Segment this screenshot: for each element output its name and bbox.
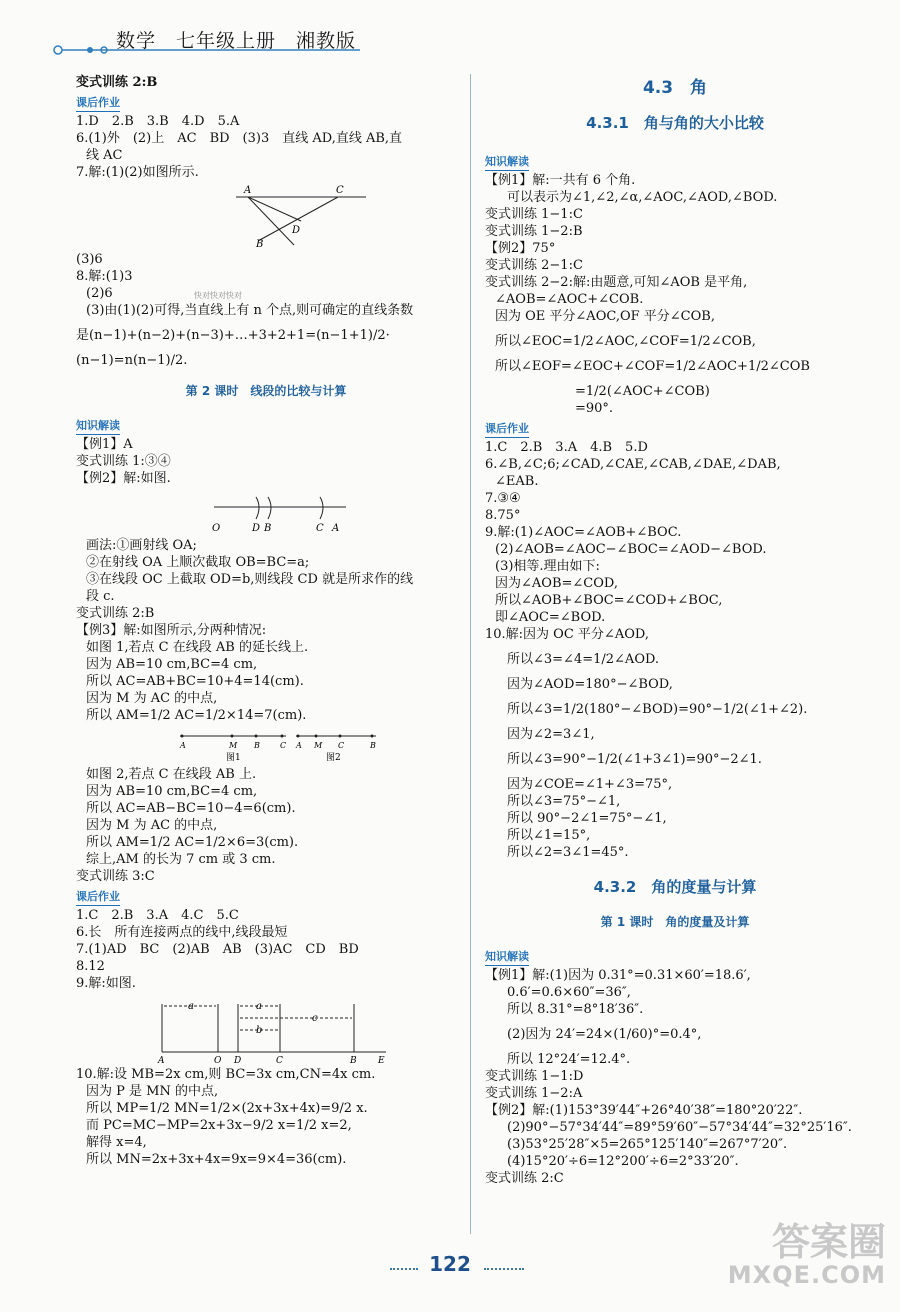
answer-line: 【例1】解:(1)因为 0.31°=0.31×60′=18.6′, <box>485 968 751 983</box>
answer-line: 所以 12°24′=12.4°. <box>507 1052 631 1067</box>
answer-line: 可以表示为∠1,∠2,∠α,∠AOC,∠AOD,∠BOD. <box>507 190 778 205</box>
answer-line: 因为∠COE=∠1+∠3=75°, <box>507 777 673 792</box>
answer-line: ∠AOB=∠AOC+∠COB. <box>495 292 644 307</box>
answer-line: 因为 P 是 MN 的中点, <box>86 1084 219 1099</box>
answer-line: 7.解:(1)(2)如图所示. <box>76 165 199 180</box>
answer-line: 变式训练 2−1:C <box>485 258 583 273</box>
answer-line: =90°. <box>575 401 614 416</box>
point-label: D <box>234 1056 242 1064</box>
section-tag-homework: 课后作业 <box>76 888 120 906</box>
point-label: C <box>280 741 287 750</box>
figure-lines-abcd <box>76 183 376 249</box>
answer-line: 6.长 所有连接两点的线中,线段最短 <box>76 925 288 940</box>
answer-line: 变式训练 1:③④ <box>76 454 171 469</box>
answer-line: 变式训练 3:C <box>76 869 155 884</box>
answer-line: 所以∠EOC=1/2∠AOC,∠COF=1/2∠COB, <box>495 334 756 349</box>
answer-line: 【例1】A <box>76 437 133 452</box>
watermark-logo <box>728 1222 886 1288</box>
answer-line: 变式训练 2:B <box>76 75 158 90</box>
figure-caption: 图1 <box>226 753 241 763</box>
section-title: 4.3.2 角的度量与计算 <box>593 878 757 896</box>
answer-line: 所以∠EOF=∠EOC+∠COF=1/2∠AOC+1/2∠COB <box>495 359 810 374</box>
section-title: 4.3.1 角与角的大小比较 <box>586 114 764 132</box>
section-tag-knowledge: 知识解读 <box>485 948 529 966</box>
answer-line: ③在线段 OC 上截取 OD=b,则线段 CD 就是所求作的线 <box>86 572 414 587</box>
answer-line: 8.12 <box>76 959 105 974</box>
point-label: A <box>296 741 302 750</box>
answer-line: 因为 OE 平分∠AOC,OF 平分∠COB, <box>495 309 715 324</box>
answer-line: 【例3】解:如图所示,分两种情况: <box>76 623 267 638</box>
answer-line: 10.解:设 MB=2x cm,则 BC=3x cm,CN=4x cm. <box>76 1067 376 1082</box>
point-label: B <box>350 1056 357 1064</box>
segment-label: b <box>256 1025 263 1036</box>
answer-line: 所以 AM=1/2 AC=1/2×6=3(cm). <box>86 835 299 850</box>
answer-line: 是(n−1)+(n−2)+(n−3)+…+3+2+1=(n−1+1)/2· <box>76 328 390 343</box>
answer-line: (2)∠AOB=∠AOC−∠BOC=∠AOD−∠BOD. <box>495 542 767 557</box>
answer-line: 因为 AB=10 cm,BC=4 cm, <box>86 657 258 672</box>
book-title: 数学 七年级上册 湘教版 <box>116 30 357 52</box>
answer-line: 变式训练 1−1:C <box>485 207 583 222</box>
answer-line: 8.75° <box>485 508 521 523</box>
answer-line: (3)53°25′28″×5=265°125′140″=267°7′20″. <box>507 1137 788 1152</box>
watermark-text: 快对快对快对 <box>194 291 242 300</box>
answer-line: (2)90°−57°34′44″=89°59′60″−57°34′44″=32°25′16″. <box>507 1120 852 1135</box>
answer-line: 所以∠1=15°, <box>507 828 591 843</box>
point-label: C <box>336 185 344 196</box>
point-label: M <box>229 741 238 750</box>
answer-line: 所以 MP=1/2 MN=1/2×(2x+3x+4x)=9/2 x. <box>86 1101 368 1116</box>
answer-line: 9.解:如图. <box>76 976 136 991</box>
answer-line: 所以 90°−2∠1=75°−∠1, <box>507 811 667 826</box>
point-label: C <box>338 741 345 750</box>
answer-line: ②在射线 OA 上顺次截取 OB=BC=a; <box>86 555 310 570</box>
answer-line: 因为 M 为 AC 的中点, <box>86 691 218 706</box>
answer-line: 所以 AC=AB−BC=10−4=6(cm). <box>86 801 296 816</box>
answer-line: 变式训练 1−2:B <box>485 224 583 239</box>
answer-line: 变式训练 2:B <box>76 606 155 621</box>
right-column <box>485 74 865 1187</box>
figure-caption: 图2 <box>326 753 341 763</box>
answer-line: 因为∠2=3∠1, <box>507 727 595 742</box>
answer-line: 变式训练 1−1:D <box>485 1069 584 1084</box>
answer-line: 9.解:(1)∠AOC=∠AOB+∠BOC. <box>485 525 682 540</box>
point-label: B <box>264 523 272 534</box>
answer-line: 综上,AM 的长为 7 cm 或 3 cm. <box>86 852 276 867</box>
point-label: O <box>212 523 221 534</box>
answer-line: 7.③④ <box>485 491 521 506</box>
point-label: A <box>244 185 252 196</box>
point-label: C <box>276 1056 283 1064</box>
answer-line: 所以 MN=2x+3x+4x=9x=9×4=36(cm). <box>86 1152 347 1167</box>
point-label: C <box>316 523 324 534</box>
section-tag-homework: 课后作业 <box>485 420 529 438</box>
footer-dots-right <box>484 1268 524 1272</box>
answer-line: 所以 AM=1/2 AC=1/2×14=7(cm). <box>86 708 307 723</box>
point-label: B <box>370 741 376 750</box>
point-label: M <box>314 741 323 750</box>
point-label: A <box>180 741 186 750</box>
section-title: 4.3 角 <box>642 78 708 98</box>
answer-line: 所以∠AOB+∠BOC=∠COD+∠BOC, <box>495 593 723 608</box>
answer-line: 所以∠3=90°−1/2(∠1+3∠1)=90°−2∠1. <box>507 752 762 767</box>
answer-line: 所以∠3=1/2(180°−∠BOD)=90°−1/2(∠1+∠2). <box>507 702 808 717</box>
answer-line: 6.∠B,∠C;6;∠CAD,∠CAE,∠CAB,∠DAE,∠DAB, <box>485 457 781 472</box>
answer-line: 【例2】75° <box>485 241 556 256</box>
answer-line: 因为 AB=10 cm,BC=4 cm, <box>86 784 258 799</box>
answer-line: 0.6′=0.6×60″=36″, <box>507 985 631 1000</box>
answer-line: 【例2】解:(1)153°39′44″+26°40′38″=180°20′22″. <box>485 1103 803 1118</box>
section-tag-homework: 课后作业 <box>76 94 120 112</box>
answer-line: 变式训练 1−2:A <box>485 1086 583 1101</box>
point-label: D <box>292 225 301 236</box>
page-number: 122 <box>429 1252 471 1276</box>
point-label: B <box>254 741 260 750</box>
answer-line: 即∠AOC=∠BOD. <box>495 610 606 625</box>
answer-line: 【例2】解:如图. <box>76 471 171 486</box>
figure-segments-1-2 <box>76 726 376 764</box>
answer-line: 7.(1)AD BC (2)AB AB (3)AC CD BD <box>76 942 359 957</box>
point-label: D <box>252 523 261 534</box>
answer-line: 所以∠3=75°−∠1, <box>507 794 621 809</box>
column-divider <box>470 74 471 1234</box>
segment-label: c <box>312 1013 318 1024</box>
answer-line: 8.解:(1)3 <box>76 269 133 284</box>
left-column <box>76 74 456 1168</box>
answer-line: ∠EAB. <box>495 474 539 489</box>
answer-line: 因为∠AOB=∠COD, <box>495 576 618 591</box>
answer-line: 如图 1,若点 C 在线段 AB 的延长线上. <box>86 640 309 655</box>
lesson-title: 第 2 课时 线段的比较与计算 <box>185 384 347 398</box>
section-tag-knowledge: 知识解读 <box>485 153 529 171</box>
answer-line: 1.C 2.B 3.A 4.C 5.C <box>76 908 239 923</box>
figure-ray-oa <box>76 489 376 535</box>
watermark-logo-text: 答案圈 <box>771 1220 886 1264</box>
answer-line: 所以∠3=∠4=1/2∠AOD. <box>507 652 660 667</box>
segment-label: a <box>256 1001 262 1012</box>
watermark-logo-url: MXQE.COM <box>727 1261 886 1289</box>
answer-line: 变式训练 2:C <box>485 1171 564 1186</box>
answer-line: (3)相等.理由如下: <box>495 559 600 574</box>
page-header <box>0 0 900 62</box>
section-tag-knowledge: 知识解读 <box>76 417 120 435</box>
point-label: B <box>256 239 264 249</box>
answer-line: 10.解:因为 OC 平分∠AOD, <box>485 627 649 642</box>
lesson-title: 第 1 课时 角的度量及计算 <box>600 915 750 929</box>
answer-line: 变式训练 2−2:解:由题意,可知∠AOB 是平角, <box>485 275 748 290</box>
answer-line: 6.(1)外 (2)上 AC BD (3)3 直线 AD,直线 AB,直 <box>76 131 403 146</box>
point-label: O <box>214 1056 222 1064</box>
figure-segments-abc <box>76 994 396 1064</box>
answer-line: 1.C 2.B 3.A 4.B 5.D <box>485 440 648 455</box>
answer-line: 所以∠2=3∠1=45°. <box>507 845 629 860</box>
answer-line: 如图 2,若点 C 在线段 AB 上. <box>86 767 257 782</box>
answer-line: 因为∠AOD=180°−∠BOD, <box>507 677 673 692</box>
answer-line: 画法:①画射线 OA; <box>86 538 197 553</box>
point-label: E <box>378 1056 385 1064</box>
answer-line: 因为 M 为 AC 的中点, <box>86 818 218 833</box>
answer-line: 段 c. <box>86 589 115 604</box>
answer-line: (4)15°20′÷6=12°200′÷6=2°33′20″. <box>507 1154 739 1169</box>
answer-line: (2)因为 24′=24×(1/60)°=0.4°, <box>507 1027 702 1042</box>
answer-line: 所以 8.31°=8°18′36″. <box>507 1002 644 1017</box>
answer-line: (3)由(1)(2)可得,当直线上有 n 个点,则可确定的直线条数 <box>86 303 414 318</box>
point-label: A <box>332 523 340 534</box>
answer-line: 解得 x=4, <box>86 1135 147 1150</box>
answer-line: 【例1】解:一共有 6 个角. <box>485 173 636 188</box>
answer-line: 所以 AC=AB+BC=10+4=14(cm). <box>86 674 304 689</box>
footer-dots-left <box>390 1268 418 1272</box>
answer-line: =1/2(∠AOC+∠COB) <box>575 384 710 399</box>
answer-line: 线 AC <box>86 148 123 163</box>
segment-label: a <box>188 1001 194 1012</box>
point-label: A <box>158 1056 165 1064</box>
answer-line: 1.D 2.B 3.B 4.D 5.A <box>76 114 240 129</box>
answer-line: (n−1)=n(n−1)/2. <box>76 353 188 368</box>
answer-line: 而 PC=MC−MP=2x+3x−9/2 x=1/2 x=2, <box>86 1118 352 1133</box>
answer-line: (2)6 <box>86 286 113 301</box>
answer-line: (3)6 <box>76 252 103 267</box>
